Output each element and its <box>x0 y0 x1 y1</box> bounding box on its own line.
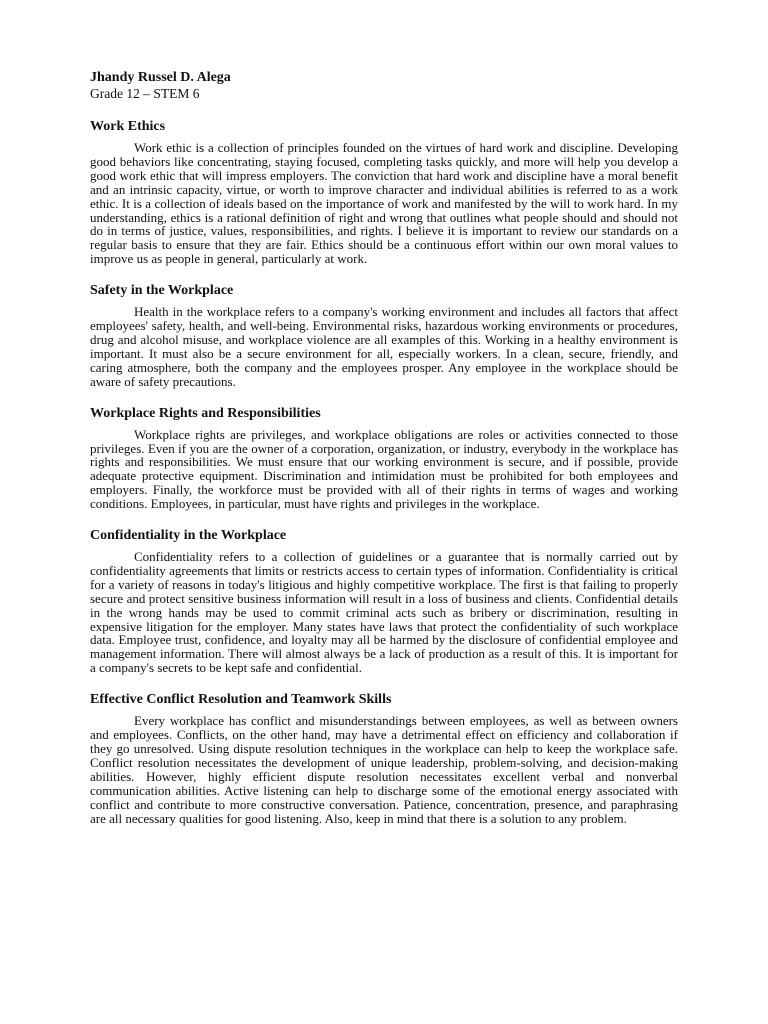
section-safety <box>90 283 678 388</box>
document-page <box>90 70 678 825</box>
section-heading: Effective Conflict Resolution and Teamwork Skills <box>90 692 392 708</box>
section-paragraph: Health in the workplace refers to a company's working environment and includes all factors that affect employees' safety, health, and well-being. Environmental risks, hazardous working environments or procedures, drug and alcohol misuse, and workplace violence are all examples of this. Working in a healthy environment is important. It must also be a secure environment for all, especially workers. In a clean, secure, friendly, and caring atmosphere, both the company and the employees prosper. Any employee in the workplace should be aware of safety precautions. <box>90 304 678 389</box>
section-conflict-resolution <box>90 692 678 825</box>
section-paragraph: Workplace rights are privileges, and workplace obligations are roles or activities connected to those privileges. Even if you are the owner of a corporation, organization, or industry, everybody in the workplace has rights and responsibilities. We must ensure that our working environment is secure, and if possible, provide adequate protective equipment. Discrimination and intimidation must be prohibited for both employees and employers. Finally, the workforce must be provided with all of their rights in terms of wages and working conditions. Employees, in particular, must have rights and privileges in the workplace. <box>90 426 678 512</box>
section-paragraph: Work ethic is a collection of principles founded on the virtues of hard work and discipline. Developing good behaviors like concentrating, staying focused, completing tasks quickly, and more will help you develop a good work ethic that will impress employers. The conviction that hard work and discipline have a moral benefit and an intrinsic capacity, virtue, or worth to improve character and individual abilities is referred to as a work ethic. It is a collection of ideals based on the importance of work and manifested by the will to work hard. In my understanding, ethics is a rational definition of right and wrong that outlines what people should and should not do in terms of justice, values, responsibilities, and rights. I believe it is important to review our standards on a regular basis to ensure that they are fair. Ethics should be a continuous effort within our own moral values to improve us as people in general, particularly at work. <box>90 140 678 267</box>
section-paragraph: Confidentiality refers to a collection of guidelines or a guarantee that is normally carried out by confidentiality agreements that limits or restricts access to certain types of information. Confidentiality is critical for a variety of reasons in today's litigious and highly competitive workplace. The first is that failing to properly secure and protect sensitive business information will result in a loss of business and clients. Confidential details in the wrong hands may be used to commit criminal acts such as bribery or discrimination, resulting in expensive litigation for the employer. Many states have laws that protect the confidentiality of such workplace data. Employee trust, confidence, and loyalty may all be harmed by the disclosure of confidential employee and management information. There will almost always be a lack of production as a result of this. It is important for a company's secrets to be kept safe and confidential. <box>90 549 678 676</box>
section-heading: Safety in the Workplace <box>90 283 234 299</box>
section-heading: Work Ethics <box>90 119 166 134</box>
section-confidentiality <box>90 528 678 675</box>
author-name: Jhandy Russel D. Alega <box>90 70 231 85</box>
grade-section-line: Grade 12 – STEM 6 <box>90 86 200 101</box>
section-rights <box>90 406 678 511</box>
section-heading: Confidentiality in the Workplace <box>90 528 287 544</box>
section-paragraph: Every workplace has conflict and misunderstandings between employees, as well as between owners and employees. Conflicts, on the other hand, may have a detrimental effect on efficiency and collaboration if they go unresolved. Using dispute resolution techniques in the workplace can help to keep the workplace safe. Conflict resolution necessitates the development of unique leadership, problem-solving, and decision-making abilities. However, highly efficient dispute resolution necessitates excellent verbal and nonverbal communication abilities. Active listening can help to discharge some of the emotional energy associated with conflict and contribute to more constructive conversation. Patience, concentration, presence, and paraphrasing are all necessary qualities for good listening. Also, keep in mind that there is a solution to any problem. <box>90 713 678 826</box>
section-heading: Workplace Rights and Responsibilities <box>90 405 321 421</box>
section-work-ethics <box>90 119 678 266</box>
